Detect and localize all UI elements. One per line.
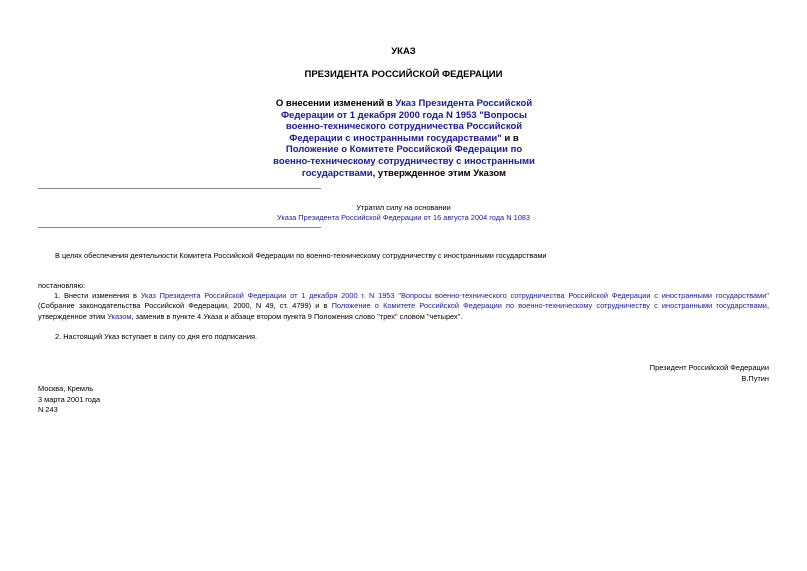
item-2-paragraph: 2. Настоящий Указ вступает в силу со дня его подписания.: [55, 332, 258, 341]
signing-date: 3 марта 2001 года: [38, 395, 101, 404]
document-subject: [270, 98, 538, 179]
signing-place: Москва, Кремль: [38, 384, 94, 393]
decree-number: N 243: [38, 405, 58, 414]
intro-paragraph: В целях обеспечения деятельности Комитета Российской Федерации по военно-техническому сотрудничеству с иностранными государствами: [55, 251, 547, 260]
repeal-note-text: Утратил силу на основании: [356, 203, 451, 212]
signature-name: В.Путин: [741, 374, 769, 383]
item-1-part4: , заменив в пункте 4 Указа и абзаце втором пункта 9 Положения слово "трех" словом "четырех".: [131, 311, 463, 321]
divider-top: [38, 188, 321, 189]
divider-bottom: [38, 227, 321, 228]
subject-suffix: , утвержденное этим Указом: [372, 167, 507, 179]
subject-link-decree-1953[interactable]: Указ Президента Российской Федерации от 1 декабря 2000 года N 1953 "Вопросы военно-технического сотрудничества Российской Федерации с иностранными государствами": [280, 98, 533, 144]
subject-link-regulation[interactable]: Положение о Комитете Российской Федерации по военно-техническому сотрудничеству с иностранными государствами: [273, 144, 535, 179]
subject-middle: и в: [501, 132, 519, 144]
decree-word: постановляю:: [38, 281, 86, 290]
item-1-paragraph: [38, 291, 769, 322]
signature-position: Президент Российской Федерации: [649, 363, 769, 372]
document-issuer: ПРЕЗИДЕНТА РОССИЙСКОЙ ФЕДЕРАЦИИ: [304, 69, 503, 80]
item-1-link-regulation[interactable]: Положение о Комитете Российской Федерации по военно-техническому сотрудничеству с иностранными государствами: [331, 301, 767, 311]
repeal-note-link[interactable]: Указа Президента Российской Федерации от 16 августа 2004 года N 1083: [276, 213, 531, 222]
subject-prefix: О внесении изменений в: [275, 98, 396, 109]
repeal-note-line: [0, 213, 807, 222]
item-1-part3: , утвержденное этим: [38, 301, 769, 321]
item-1-link-decree-1953[interactable]: Указ Президента Российской Федерации от 1 декабря 2000 г. N 1953 "Вопросы военно-технического сотрудничества Российской Федерации с иностранными государствами": [140, 291, 769, 300]
item-1-link-decree[interactable]: Указом: [107, 311, 132, 321]
item-1-part2: (Собрание законодательства Российской Федерации, 2000, N 49, ст. 4799) и в: [38, 301, 332, 311]
document-title: УКАЗ: [391, 46, 416, 57]
item-1-prefix: 1. Внести изменения в: [54, 291, 141, 300]
